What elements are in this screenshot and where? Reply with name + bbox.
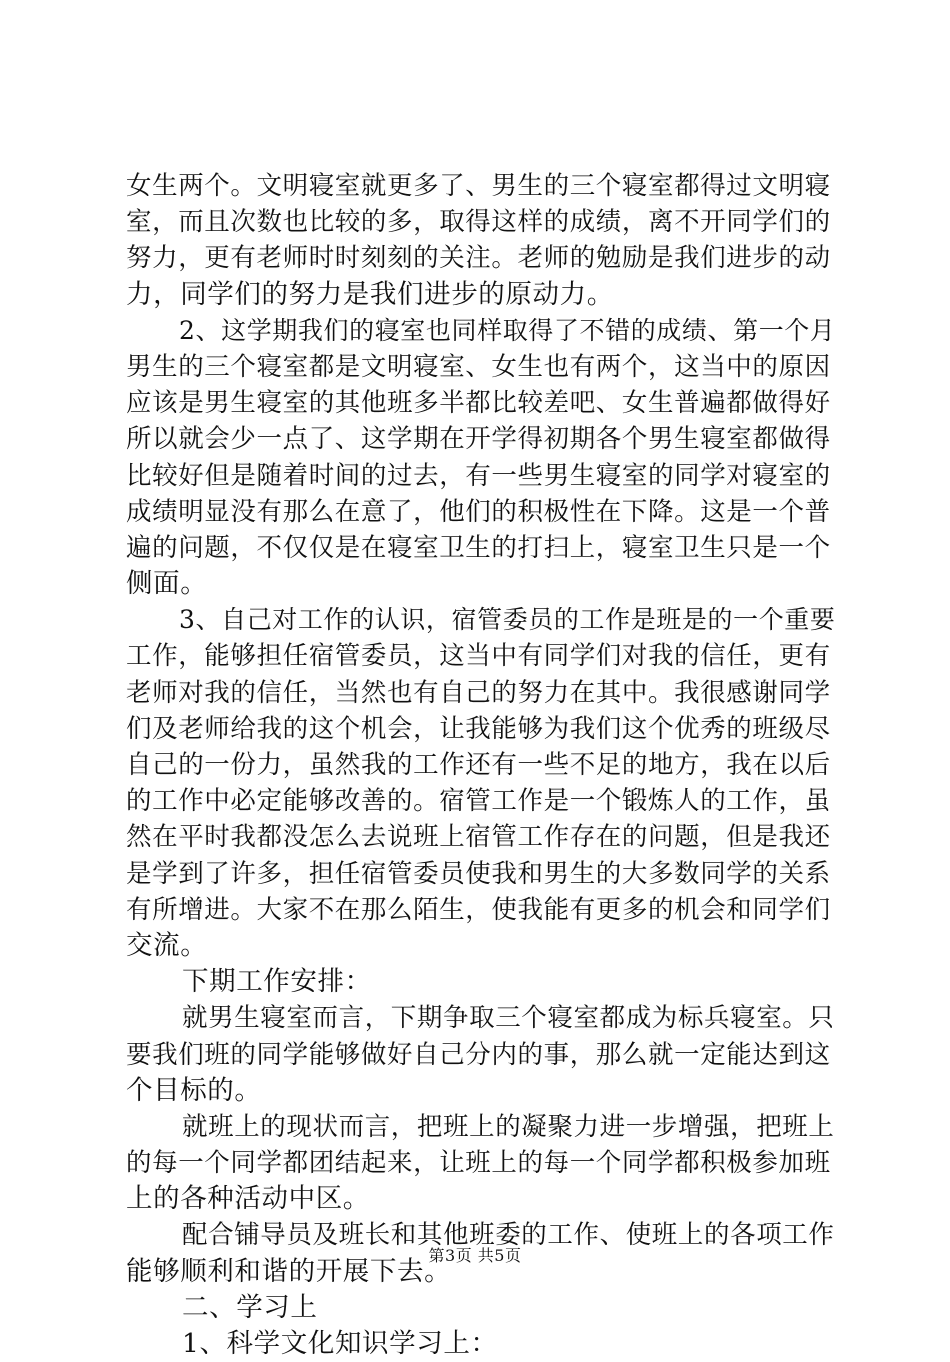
text-line: 1、科学文化知识学习上： (182, 1328, 498, 1359)
text-line: 然在平时我都没怎么去说班上宿管工作存在的问题，但是我还 (126, 822, 831, 853)
text-line: 男生的三个寝室都是文明寝室、女生也有两个，这当中的原因 (126, 351, 831, 382)
text-line: 下期工作安排： (182, 966, 372, 998)
text-line: 侧面。 (126, 568, 208, 600)
text-line: 成绩明显没有那么在意了，他们的积极性在下降。这是一个普 (126, 496, 831, 527)
text-line: 是学到了许多，担任宿管委员使我和男生的大多数同学的关系 (126, 858, 831, 889)
text-line: 2、这学期我们的寝室也同样取得了不错的成绩、第一个月 (179, 315, 836, 345)
text-line: 比较好但是随着时间的过去，有一些男生寝室的同学对寝室的 (126, 460, 831, 491)
text-line: 就班上的现状而言，把班上的凝聚力进一步增强，把班上 (182, 1111, 835, 1142)
text-line: 自己的一份力，虽然我的工作还有一些不足的地方，我在以后 (126, 750, 831, 780)
text-line: 的工作中必定能够改善的。宿管工作是一个锻炼人的工作，虽 (126, 786, 831, 817)
text-line: 个目标的。 (126, 1074, 262, 1106)
text-line: 配合铺导员及班长和其他班委的工作、使班上的各项工作 (182, 1220, 835, 1251)
text-line: 所以就会少一点了、这学期在开学得初期各个男生寝室都做得 (126, 424, 831, 455)
text-line: 应该是男生寝室的其他班多半都比较差吧、女生普遍都做得好 (126, 388, 831, 419)
text-line: 就男生寝室而言，下期争取三个寝室都成为标兵寝室。只 (182, 1003, 835, 1034)
text-line: 女生两个。文明寝室就更多了、男生的三个寝室都得过文明寝 (126, 171, 831, 201)
text-line: 要我们班的同学能够做好自己分内的事，那么就一定能达到这 (126, 1039, 831, 1070)
text-line: 交流。 (126, 929, 208, 961)
text-line: 室，而且次数也比较的多，取得这样的成绩，离不开同学们的 (126, 207, 831, 238)
text-line: 遍的问题，不仅仅是在寝室卫生的打扫上，寝室卫生只是一个 (126, 532, 831, 563)
text-line: 工作，能够担任宿管委员，这当中有同学们对我的信任，更有 (126, 641, 831, 672)
document-body (126, 168, 838, 1362)
text-line: 二、学习上 (182, 1291, 318, 1323)
text-line: 有所增进。大家不在那么陌生，使我能有更多的机会和同学们 (126, 894, 831, 925)
page-footer: 第3页 共5页 (428, 1246, 522, 1265)
text-line: 努力，更有老师时时刻刻的关注。老师的勉励是我们进步的动 (126, 243, 831, 274)
text-line: 力，同学们的努力是我们进步的原动力。 (126, 278, 614, 310)
text-line: 们及老师给我的这个机会，让我能够为我们这个优秀的班级尽 (126, 713, 831, 744)
text-line: 的每一个同学都团结起来，让班上的每一个同学都积极参加班 (126, 1148, 831, 1179)
text-line: 老师对我的信任，当然也有自己的努力在其中。我很感谢同学 (126, 677, 831, 708)
text-line: 能够顺利和谐的开展下去。 (126, 1255, 452, 1287)
text-line: 上的各种活动中区。 (126, 1183, 370, 1215)
text-line: 3、自己对工作的认识，宿管委员的工作是班是的一个重要 (179, 605, 836, 635)
